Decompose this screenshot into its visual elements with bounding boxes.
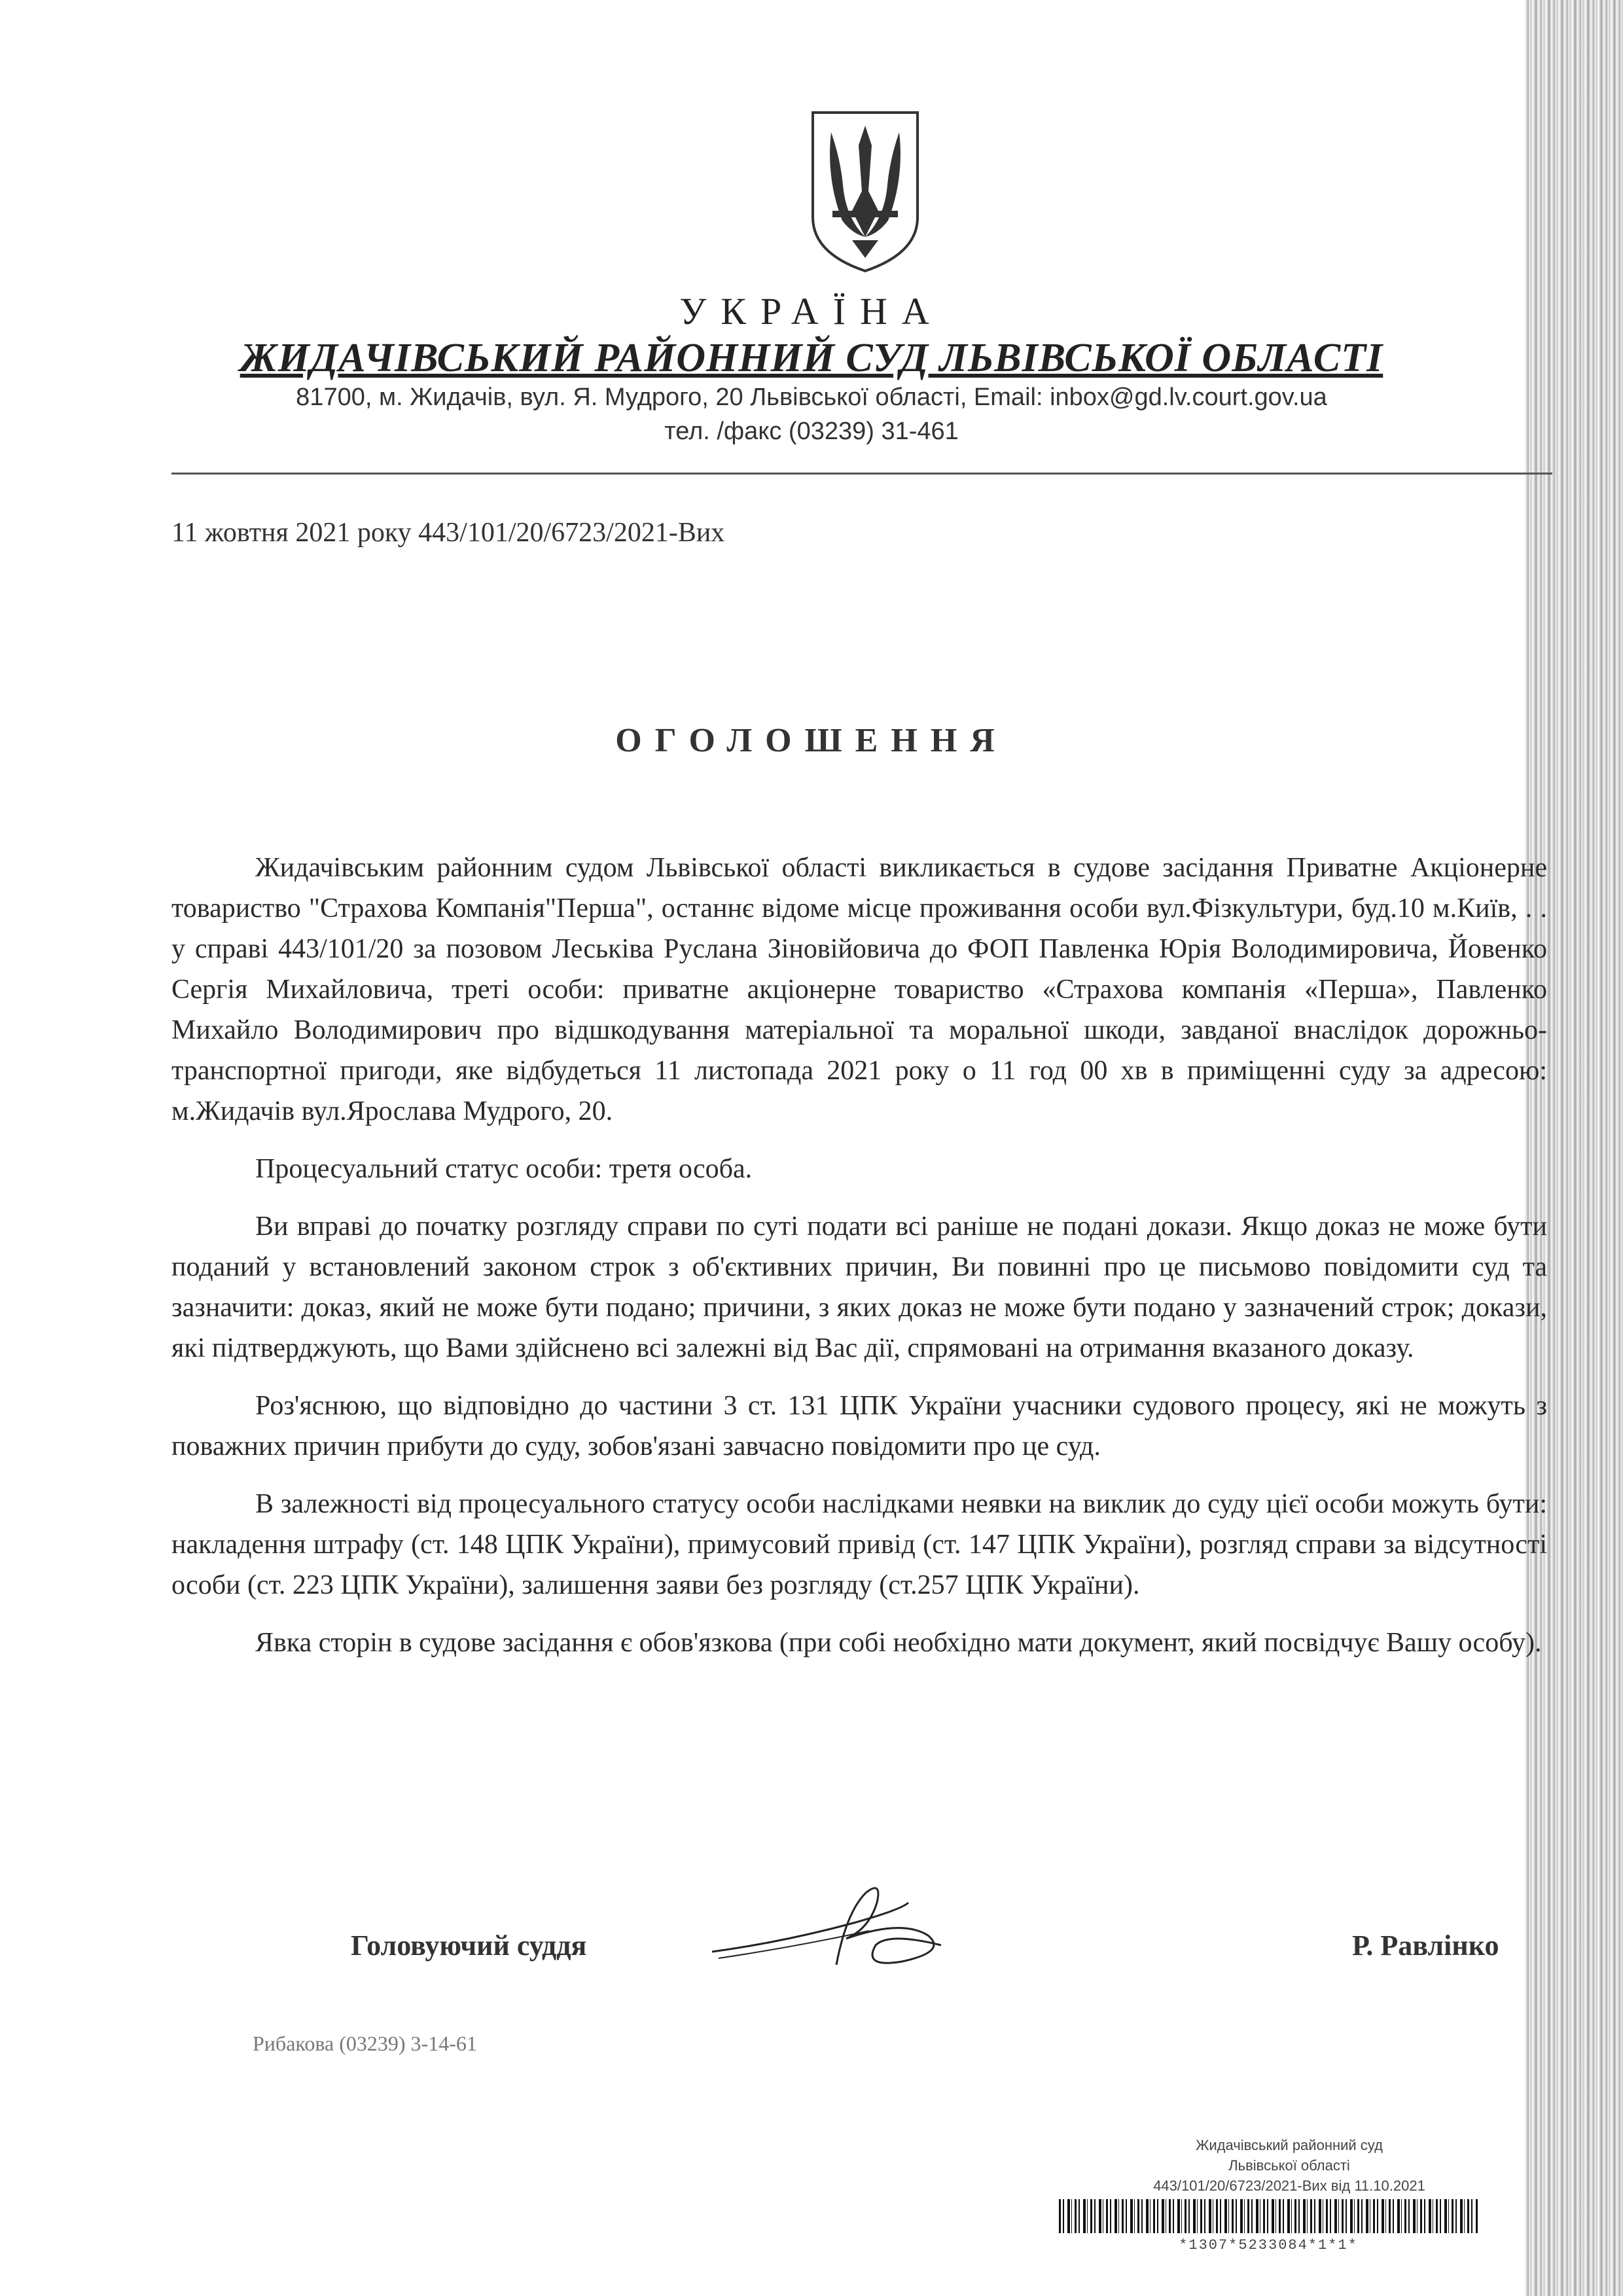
court-address: 81700, м. Жидачів, вул. Я. Мудрого, 20 Львівської області, Email: inbox@gd.lv.court.gov.ua [296,384,1327,411]
header-divider [171,473,1552,475]
announcement-body [171,848,1547,1680]
judge-name: Р. Равлінко [1352,1929,1499,1962]
country-heading: УКРАЇНА [679,290,944,332]
signature-role: Головуючий суддя [351,1929,587,1962]
paragraph: Роз'яснюю, що відповідно до частини 3 ст. 131 ЦПК України учасники судового процесу, які не можуть з поважних причин прибути до суду, зобов'язані завчасно повідомити про це суд. [171,1391,1547,1462]
barcode-number: *1307*5233084*1*1* [1179,2237,1358,2253]
paragraph: Явка сторін в судове засідання є обов'язкова (при собі необхідно мати документ, який посвідчує Вашу особу). [255,1628,1542,1658]
paragraph: Процесуальний статус особи: третя особа. [255,1154,753,1184]
court-phone: тел. /факс (03239) 31-461 [664,418,959,445]
paragraph: Ви вправі до початку розгляду справи по суті подати всі раніше не подані докази. Якщо доказ не може бути поданий у встановлений законом строк з об'єктивних причин, Ви повинні про це письмово повідомити суд та зазначити: доказ, який не може бути подано; причини, з яких доказ не може бути подано у зазначений строк; докази, які підтверджують, що Вами здійснено всі залежні від Вас дії, спрямовані на отримання вказаного доказу. [171,1211,1547,1363]
stamp-line: Львівської області [1228,2157,1350,2174]
barcode [1059,2199,1478,2233]
paragraph: Жидачівським районним судом Львівської області викликається в судове засідання Приватне Акціонерне товариство "Страхова Компанія"Перша", останнє відоме місце проживання особи вул.Фізкультури, буд.10 м.Київ, . . у справі 443/101/20 за позовом Леськіва Руслана Зіновійовича до ФОП Павленка Юрія Володимировича, Йовенко Сергія Михайловича, треті особи: приватне акціонерне товариство «Страхова компанія «Перша», Павленко Михайло Володимирович про відшкодування матеріальної та моральної шкоди, завданої внаслідок дорожньо-транспортної пригоди, яке відбудеться 11 листопада 2021 року о 11 год 00 хв в приміщенні суду за адресою: м.Жидачів вул.Ярослава Мудрого, 20. [171,853,1547,1126]
paragraph: В залежності від процесуального статусу особи наслідками неявки на виклик до суду цієї особи можуть бути: накладення штрафу (ст. 148 ЦПК України), примусовий привід (ст. 147 ЦПК України), розгляд справи за відсутності особи (ст. 223 ЦПК України), залишення заяви без розгляду (ст.257 ЦПК України). [171,1489,1547,1600]
contact-line: Рибакова (03239) 3-14-61 [253,2032,477,2055]
stamp-line: Жидачівський районний суд [1196,2137,1383,2153]
handwritten-signature [705,1873,967,1978]
stamp-line: 443/101/20/6723/2021-Вих від 11.10.2021 [1153,2178,1425,2194]
coat-of-arms-icon [806,106,924,276]
document-title: ОГОЛОШЕННЯ [615,722,1008,759]
date-reference: 11 жовтня 2021 року 443/101/20/6723/2021-Вих [171,518,725,548]
registration-stamp [1060,2135,1518,2196]
court-name: ЖИДАЧІВСЬКИЙ РАЙОННИЙ СУД ЛЬВІВСЬКОЇ ОБЛАСТІ [240,336,1383,380]
